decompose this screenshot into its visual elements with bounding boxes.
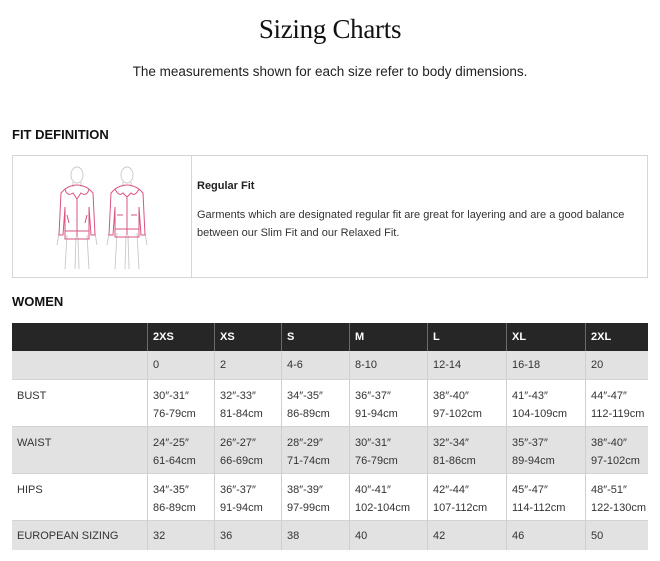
header-cell-xl: XL — [507, 323, 586, 351]
measurement-cell: 32″-34″ 81-86cm — [428, 427, 507, 474]
header-cell-blank — [12, 323, 148, 351]
measurement-cell: 48″-51″ 122-130cm — [586, 474, 649, 521]
page-title: Sizing Charts — [258, 14, 402, 44]
fit-description-panel — [192, 156, 647, 277]
measurement-cell: 34″-35″ 86-89cm — [282, 380, 350, 427]
us-size-cell: 16-18 — [507, 351, 586, 380]
measurement-cell: 30″-31″ 76-79cm — [350, 427, 428, 474]
page-subtitle: The measurements shown for each size refer to body dimensions. — [132, 64, 528, 79]
us-size-cell: 20 — [586, 351, 649, 380]
waist-row — [12, 427, 648, 474]
fit-definition-heading: FIT DEFINITION — [12, 127, 109, 142]
hips-row — [12, 474, 648, 521]
row-label: BUST — [12, 380, 148, 427]
measurement-cell: 42″-44″ 107-112cm — [428, 474, 507, 521]
measurement-cell: 36″-37″ 91-94cm — [350, 380, 428, 427]
eu-size-cell: 32 — [148, 521, 215, 551]
header-cell-s: S — [282, 323, 350, 351]
measurement-cell: 38″-40″ 97-102cm — [586, 427, 649, 474]
us-size-cell: 8-10 — [350, 351, 428, 380]
fit-description: Garments which are designated regular fit are great for layering and are a good balance between our Slim Fit and our Relaxed Fit. — [197, 209, 625, 239]
eu-size-cell: 36 — [215, 521, 282, 551]
measurement-cell: 35″-37″ 89-94cm — [507, 427, 586, 474]
eu-size-cell: 38 — [282, 521, 350, 551]
fit-definition-box — [12, 155, 648, 278]
measurement-cell: 36″-37″ 91-94cm — [215, 474, 282, 521]
us-size-cell: 4-6 — [282, 351, 350, 380]
measurement-cell: 24″-25″ 61-64cm — [148, 427, 215, 474]
header-cell-xs: XS — [215, 323, 282, 351]
measurement-cell: 30″-31″ 76-79cm — [148, 380, 215, 427]
measurement-cell: 34″-35″ 86-89cm — [148, 474, 215, 521]
measurement-cell: 44″-47″ 112-119cm — [586, 380, 649, 427]
fit-illustration — [13, 156, 192, 277]
eu-size-cell: 40 — [350, 521, 428, 551]
row-label: HIPS — [12, 474, 148, 521]
jacket-fit-illustration-icon — [47, 163, 157, 271]
size-header-row — [12, 323, 648, 351]
header-cell-m: M — [350, 323, 428, 351]
us-size-cell: 0 — [148, 351, 215, 380]
measurement-cell: 40″-41″ 102-104cm — [350, 474, 428, 521]
measurement-cell: 38″-40″ 97-102cm — [428, 380, 507, 427]
measurement-cell: 41″-43″ 104-109cm — [507, 380, 586, 427]
measurement-cell: 32″-33″ 81-84cm — [215, 380, 282, 427]
fit-name: Regular Fit — [197, 180, 255, 192]
us-size-cell: 2 — [215, 351, 282, 380]
measurement-cell: 26″-27″ 66-69cm — [215, 427, 282, 474]
row-label: EUROPEAN SIZING — [12, 521, 148, 551]
women-heading: WOMEN — [12, 294, 64, 309]
eu-size-cell: 42 — [428, 521, 507, 551]
eu-size-cell: 46 — [507, 521, 586, 551]
header-cell-l: L — [428, 323, 507, 351]
header-cell-2xs: 2XS — [148, 323, 215, 351]
bust-row — [12, 380, 648, 427]
measurement-cell: 45″-47″ 114-112cm — [507, 474, 586, 521]
us-size-row — [12, 351, 648, 380]
eu-size-cell: 50 — [586, 521, 649, 551]
measurement-cell: 28″-29″ 71-74cm — [282, 427, 350, 474]
european-sizing-row — [12, 521, 648, 551]
header-cell-2xl: 2XL — [586, 323, 649, 351]
women-size-table — [12, 323, 648, 550]
row-label: WAIST — [12, 427, 148, 474]
measurement-cell: 38″-39″ 97-99cm — [282, 474, 350, 521]
row-label — [12, 351, 148, 380]
us-size-cell: 12-14 — [428, 351, 507, 380]
